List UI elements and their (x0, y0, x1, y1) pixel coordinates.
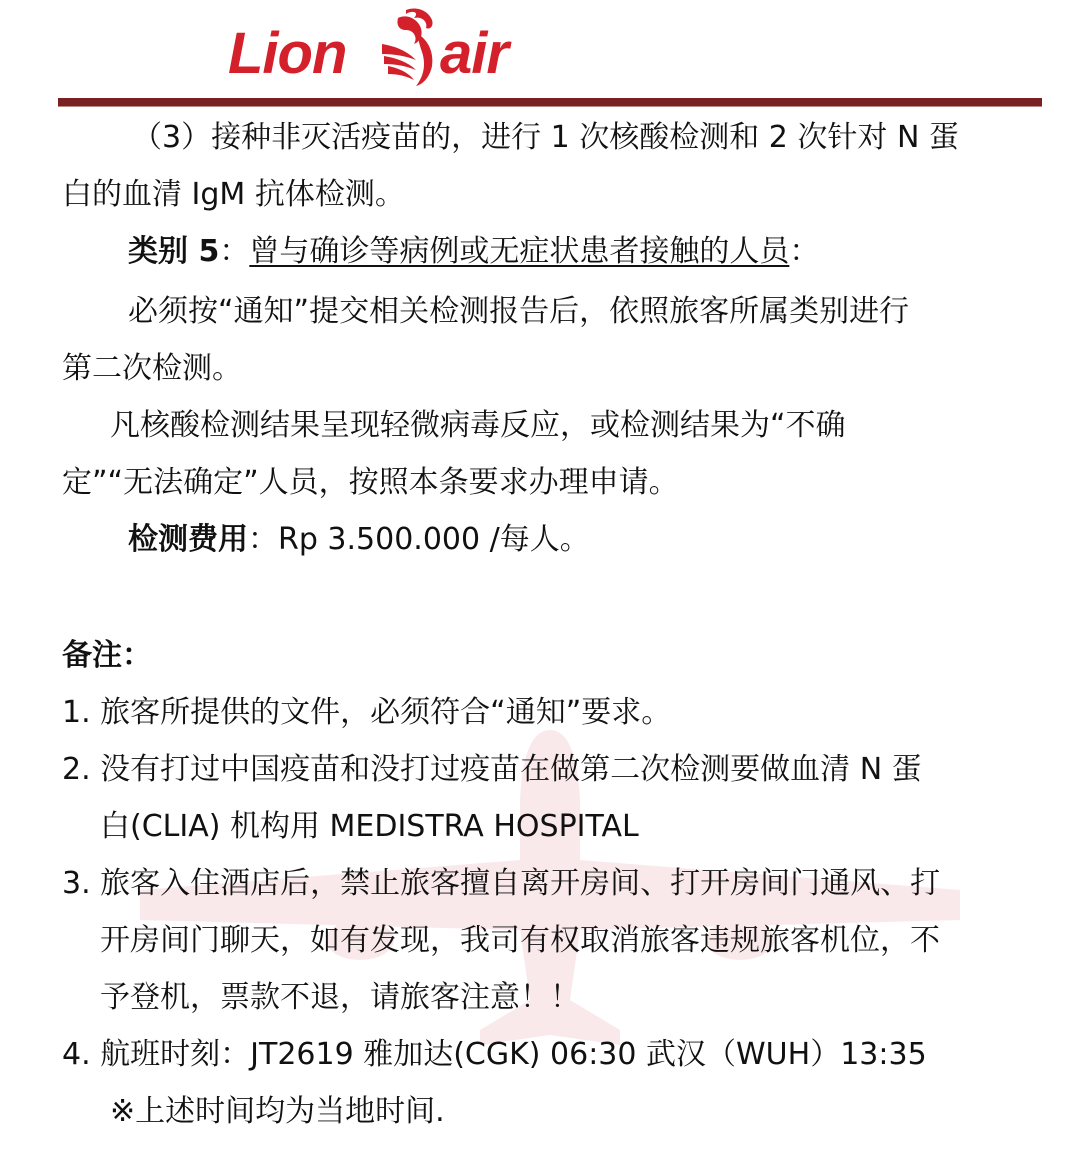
note-3-line3: 予登机，票款不退，请旅客注意！！ (100, 980, 580, 1015)
item3-line1: （3）接种非灭活疫苗的，进行 1 次核酸检测和 2 次针对 N 蛋 (132, 120, 959, 155)
note-4-flight-schedule: 4. 航班时刻：JT2619 雅加达(CGK) 06:30 武汉（WUH）13:35 (62, 1037, 927, 1072)
category5-colon: ： (789, 234, 820, 269)
category5-para2-line2: 定”“无法确定”人员，按照本条要求办理申请。 (62, 465, 679, 500)
logo-text-lion: Lion (228, 21, 347, 86)
lion-air-logo (228, 4, 548, 88)
category5-title: 曾与确诊等病例或无症状患者接触的人员 (249, 234, 790, 269)
category5-label: 类别 5 (128, 234, 220, 269)
logo-text-air: air (440, 21, 508, 86)
header-divider (58, 98, 1042, 107)
category5-para1-line2: 第二次检测。 (62, 351, 242, 386)
note-2-line1: 2. 没有打过中国疫苗和没打过疫苗在做第二次检测要做血清 N 蛋 (62, 752, 922, 787)
test-fee-value: ：Rp 3.500.000 /每人。 (248, 522, 590, 557)
category5-para1-line1: 必须按“通知”提交相关检测报告后，依照旅客所属类别进行 (128, 294, 910, 329)
item3-line2: 白的血清 IgM 抗体检测。 (62, 177, 405, 212)
lion-emblem-icon (376, 4, 442, 88)
notes-title: 备注： (62, 638, 152, 673)
note-2-line2: 白(CLIA) 机构用 MEDISTRA HOSPITAL (100, 809, 639, 844)
local-time-footnote: ※上述时间均为当地时间. (110, 1094, 445, 1129)
category5-heading (128, 232, 819, 272)
test-fee-label: 检测费用 (128, 522, 248, 557)
note-3-line2: 开房间门聊天，如有发现，我司有权取消旅客违规旅客机位，不 (100, 923, 940, 958)
note-1: 1. 旅客所提供的文件，必须符合“通知”要求。 (62, 695, 672, 730)
category5-separator: ： (219, 234, 250, 269)
category5-para2-line1: 凡核酸检测结果呈现轻微病毒反应，或检测结果为“不确 (110, 408, 846, 443)
note-3-line1: 3. 旅客入住酒店后，禁止旅客擅自离开房间、打开房间门通风、打 (62, 866, 941, 901)
test-fee (128, 520, 590, 560)
